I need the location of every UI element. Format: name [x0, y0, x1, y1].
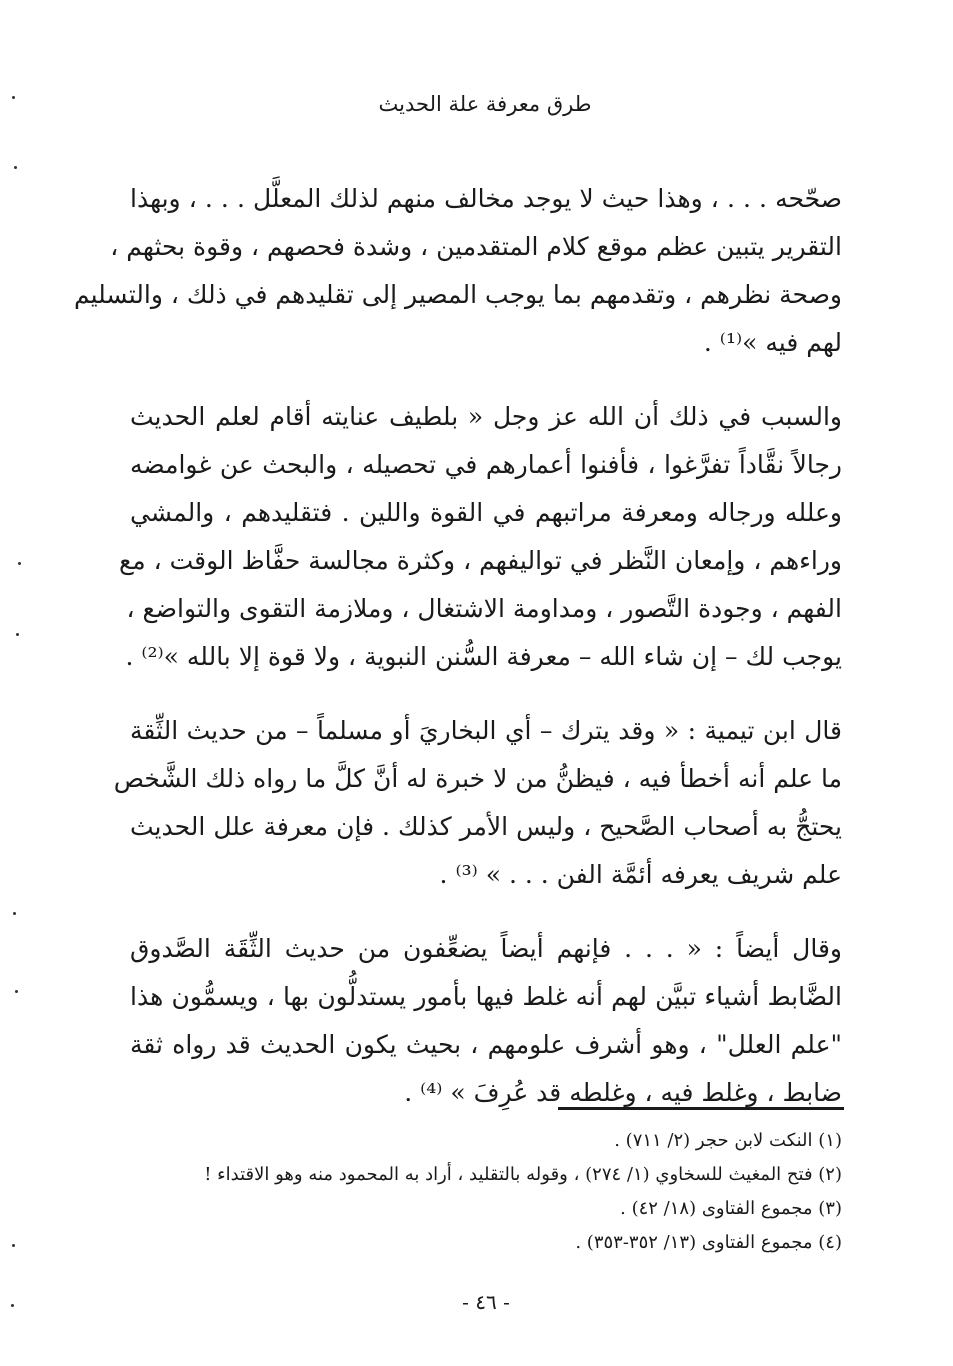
- text-line: رجالاً نقَّاداً تفرَّغوا ، فأفنوا أعمارهم في تحصيله ، والبحث عن غوامضه: [130, 450, 842, 479]
- footnote-4: (٤) مجموع الفتاوى (١٣/ ٣٥٢-٣٥٣) .: [575, 1232, 842, 1253]
- footnote-3: (٣) مجموع الفتاوى (١٨/ ٤٢) .: [620, 1198, 842, 1219]
- paragraph-4: [130, 925, 842, 1117]
- text-line: قال ابن تيمية : « وقد يترك – أي البخاريَ أو مسلماً – من حديث الثِّقة: [130, 716, 842, 745]
- text-line: علم شريف يعرفه أئمَّة الفن . . . » ⁽³⁾ .: [439, 860, 842, 889]
- scan-speck: [15, 990, 18, 993]
- text-line: لهم فيه »⁽¹⁾ .: [703, 328, 842, 357]
- scan-speck: [13, 912, 16, 915]
- text-line: ما علم أنه أخطأ فيه ، فيظنُّ من لا خبرة له أنَّ كلَّ ما رواه ذلك الشَّخص: [113, 764, 842, 793]
- text-line: الفهم ، وجودة التَّصور ، ومداومة الاشتغال ، وملازمة التقوى والتواضع ،: [126, 594, 842, 623]
- text-line: وقال أيضاً : « . . . فإنهم أيضاً يضعِّفون من حديث الثِّقَة الصَّدوق: [130, 934, 842, 963]
- text-line: صحّحه . . . ، وهذا حيث لا يوجد مخالف منهم لذلك المعلَّل . . . ، وبهذا: [130, 184, 842, 213]
- footnote-1: (١) النكت لابن حجر (٢/ ٧١١) .: [614, 1130, 842, 1151]
- scan-speck: [11, 1304, 14, 1307]
- footnotes: [130, 1124, 842, 1260]
- paragraph-2: [118, 393, 842, 681]
- scan-speck: [14, 166, 17, 169]
- scan-speck: [12, 1244, 15, 1247]
- running-title: طرق معرفة علة الحديث: [378, 92, 592, 116]
- paragraph-1: [73, 175, 842, 367]
- scan-speck: [18, 562, 21, 565]
- text-line: "علم العلل" ، وهو أشرف علومهم ، بحيث يكون الحديث قد رواه ثقة: [130, 1030, 842, 1059]
- text-line: التقرير يتبين عظم موقع كلام المتقدمين ، وشدة فحصهم ، وقوة بحثهم ،: [110, 232, 842, 261]
- scan-speck: [16, 633, 19, 636]
- text-line: والسبب في ذلك أن الله عز وجل « بلطيف عنايته أقام لعلم الحديث: [130, 402, 842, 431]
- paragraph-3: [113, 707, 842, 899]
- text-line: وراءهم ، وإمعان النَّظر في تواليفهم ، وكثرة مجالسة حفَّاظ الوقت ، مع: [118, 546, 842, 575]
- text-line: يوجب لك – إن شاء الله – معرفة السُّنن النبوية ، ولا قوة إلا بالله »⁽²⁾ .: [125, 642, 842, 671]
- text-line: وصحة نظرهم ، وتقدمهم بما يوجب المصير إلى تقليدهم في ذلك ، والتسليم: [73, 280, 842, 309]
- text-line: يحتجُّ به أصحاب الصَّحيح ، وليس الأمر كذلك . فإن معرفة علل الحديث: [130, 812, 842, 841]
- footnote-separator: [558, 1107, 844, 1110]
- text-line: الضَّابط أشياء تبيَّن لهم أنه غلط فيها بأمور يستدلُّون بها ، ويسمُّون هذا: [130, 982, 842, 1011]
- scan-speck: [12, 96, 15, 99]
- text-line: ضابط ، وغلط فيه ، وغلطه قد عُرِفَ » ⁽⁴⁾ .: [404, 1078, 842, 1107]
- footnote-2: (٢) فتح المغيث للسخاوي (١/ ٢٧٤) ، وقوله بالتقليد ، أراد به المحمود منه وهو الاقتداء !: [204, 1164, 842, 1185]
- text-line: وعلله ورجاله ومعرفة مراتبهم في القوة واللين . فتقليدهم ، والمشي: [130, 498, 842, 527]
- main-text: [73, 175, 842, 1143]
- page-number: - ٤٦ -: [462, 1290, 510, 1314]
